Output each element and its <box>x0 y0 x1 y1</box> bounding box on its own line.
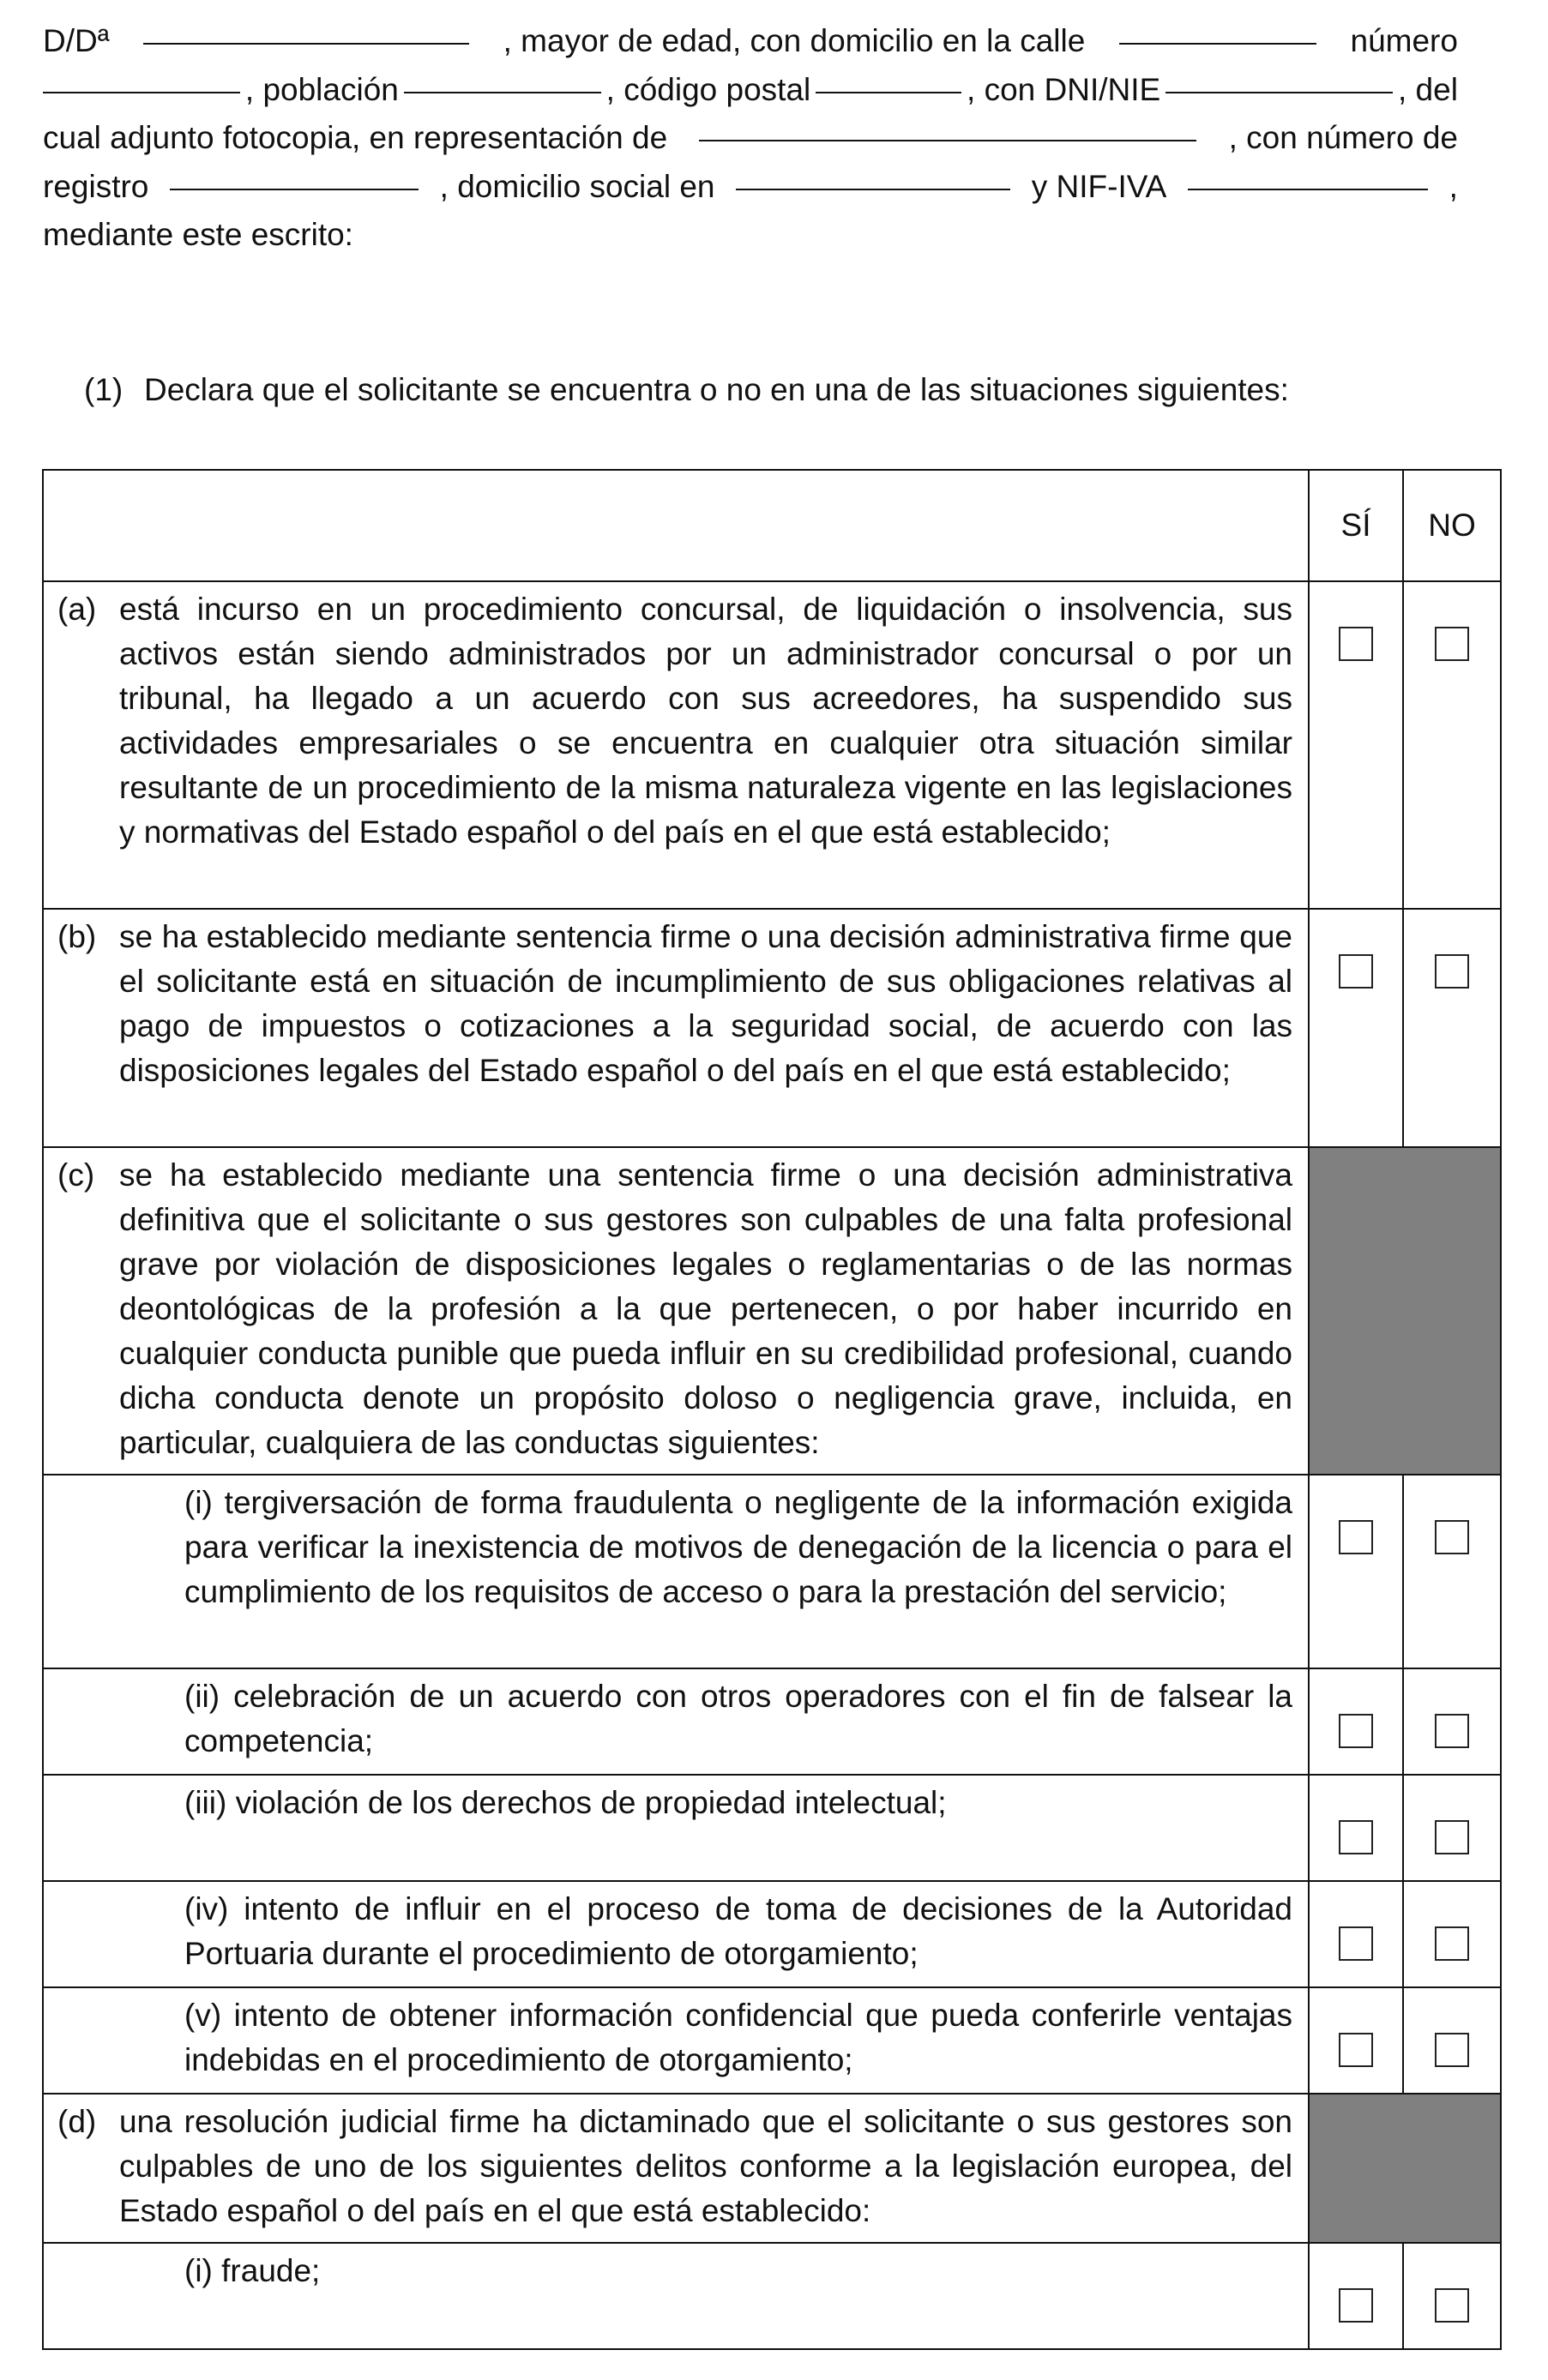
si-checkbox-c-iv[interactable] <box>1339 1926 1373 1961</box>
row-marker: (a) <box>57 592 97 627</box>
no-checkbox-c-iv[interactable] <box>1435 1926 1469 1961</box>
table-row-c-iv <box>43 1881 1501 1987</box>
shaded-cell-c <box>1309 1147 1501 1475</box>
row-text: (i) fraude; <box>184 2253 321 2288</box>
table-row-a <box>43 581 1501 909</box>
social-address-label: , domicilio social en <box>439 168 715 204</box>
intro-line-3 <box>43 114 1458 163</box>
row-marker: (c) <box>57 1157 95 1193</box>
no-checkbox-a[interactable] <box>1435 627 1469 661</box>
no-checkbox-d-i[interactable] <box>1435 2288 1469 2323</box>
row-text: está incurso en un procedimiento concursal, de liquidación o insolvencia, sus activos están siendo administrados por un administrador concursal o por un tribunal, ha llegado a un acuerdo con sus acreedores, ha suspendido sus actividades empresariales o se encuentra en cualquier otra situación similar resultante de un procedimiento de la misma naturaleza vigente en las legislaciones y normativas del Estado español o del país en el que está establecido; <box>119 592 1292 850</box>
situations-table <box>42 469 1502 2350</box>
table-row-c-iii <box>43 1775 1501 1881</box>
postal-code-blank[interactable] <box>816 66 961 93</box>
nif-iva-blank[interactable] <box>1188 163 1428 190</box>
header-si: SÍ <box>1309 470 1403 581</box>
number-label: número <box>1350 23 1458 58</box>
si-checkbox-b[interactable] <box>1339 954 1373 989</box>
town-blank[interactable] <box>404 66 601 93</box>
table-row-d <box>43 2094 1501 2243</box>
row-text: (i) tergiversación de forma fraudulenta o negligente de la información exigida para verificar la inexistencia de motivos de denegación de la licencia o para el cumplimiento de los requisitos de acceso o para la prestación del servicio; <box>184 1485 1292 1609</box>
si-checkbox-c-i[interactable] <box>1339 1520 1373 1554</box>
row-text: (iv) intento de influir en el proceso de toma de decisiones de la Autoridad Portuaria durante el procedimiento de otorgamiento; <box>184 1891 1292 1971</box>
header-empty-cell <box>43 470 1309 581</box>
intro-line-5 <box>43 211 1458 260</box>
row-text: (v) intento de obtener información confidencial que pueda conferirle ventajas indebidas en el procedimiento de otorgamiento; <box>184 1998 1292 2077</box>
intro-paragraph <box>43 17 1458 260</box>
nif-iva-label: y NIF-IVA <box>1031 168 1167 204</box>
declaration-text: Declara que el solicitante se encuentra o no en una de las situaciones siguientes: <box>144 372 1289 407</box>
si-checkbox-d-i[interactable] <box>1339 2288 1373 2323</box>
row-text: (iii) violación de los derechos de propiedad intelectual; <box>184 1785 947 1820</box>
registry-number-label: , con número de <box>1228 120 1458 155</box>
declaration-heading <box>84 366 1289 414</box>
no-checkbox-c-i[interactable] <box>1435 1520 1469 1554</box>
table-header-row <box>43 470 1501 581</box>
name-label: D/Dª <box>43 23 110 58</box>
table-row-d-i <box>43 2243 1501 2349</box>
row-marker: (d) <box>57 2104 97 2139</box>
row-text: se ha establecido mediante sentencia firme o una decisión administrativa firme que el solicitante está en situación de incumplimiento de sus obligaciones relativas al pago de impuestos o cotizaciones a la seguridad social, de acuerdo con las disposiciones legales del Estado español o del país en el que está establecido; <box>119 919 1292 1088</box>
table-row-c <box>43 1147 1501 1475</box>
writing-label: mediante este escrito: <box>43 217 353 252</box>
dni-label: , con DNI/NIE <box>967 71 1161 107</box>
no-checkbox-c-v[interactable] <box>1435 2033 1469 2067</box>
town-label: , población <box>244 71 399 107</box>
domicile-label: , mayor de edad, con domicilio en la calle <box>503 23 1086 58</box>
registry-blank[interactable] <box>170 163 419 190</box>
si-checkbox-c-v[interactable] <box>1339 2033 1373 2067</box>
company-blank[interactable] <box>699 114 1196 141</box>
si-checkbox-c-ii[interactable] <box>1339 1714 1373 1748</box>
intro-line-2 <box>43 66 1458 115</box>
representation-label: cual adjunto fotocopia, en representación de <box>43 120 668 155</box>
street-blank[interactable] <box>1119 17 1316 45</box>
row-text: se ha establecido mediante una sentencia firme o una decisión administrativa definitiva que el solicitante o sus gestores son culpables de una falta profesional grave por violación de disposiciones legales o reglamentarias o de las normas deontológicas de la profesión a la que pertenecen, o por haber incurrido en cualquier conducta punible que pueda influir en su credibilidad profesional, cuando dicha conducta denote un propósito doloso o negligencia grave, incluida, en particular, cualquiera de las conductas siguientes: <box>119 1157 1292 1460</box>
declaration-number: (1) <box>84 372 123 407</box>
no-checkbox-c-ii[interactable] <box>1435 1714 1469 1748</box>
intro-line-4 <box>43 163 1458 212</box>
si-checkbox-c-iii[interactable] <box>1339 1820 1373 1854</box>
postal-code-label: , código postal <box>605 71 811 107</box>
registry-label: registro <box>43 168 149 204</box>
row-text: (ii) celebración de un acuerdo con otros operadores con el fin de falsear la competencia; <box>184 1679 1292 1758</box>
row-text: una resolución judicial firme ha dictaminado que el solicitante o sus gestores son culpables de uno de los siguientes delitos conforme a la legislación europea, del Estado español o del país en el que está establecido: <box>119 2104 1292 2228</box>
no-checkbox-c-iii[interactable] <box>1435 1820 1469 1854</box>
name-blank[interactable] <box>143 17 469 45</box>
table-row-c-ii <box>43 1668 1501 1775</box>
dni-blank[interactable] <box>1166 66 1393 93</box>
table-row-c-i <box>43 1475 1501 1668</box>
street-number-blank[interactable] <box>43 66 240 93</box>
header-no: NO <box>1403 470 1501 581</box>
intro-line-1 <box>43 17 1458 66</box>
del-label: , del <box>1398 71 1458 107</box>
no-checkbox-b[interactable] <box>1435 954 1469 989</box>
shaded-cell-d <box>1309 2094 1501 2243</box>
table-row-b <box>43 909 1501 1147</box>
si-checkbox-a[interactable] <box>1339 627 1373 661</box>
social-address-blank[interactable] <box>736 163 1010 190</box>
row-marker: (b) <box>57 919 97 954</box>
comma-label: , <box>1449 168 1458 204</box>
table-row-c-v <box>43 1987 1501 2094</box>
